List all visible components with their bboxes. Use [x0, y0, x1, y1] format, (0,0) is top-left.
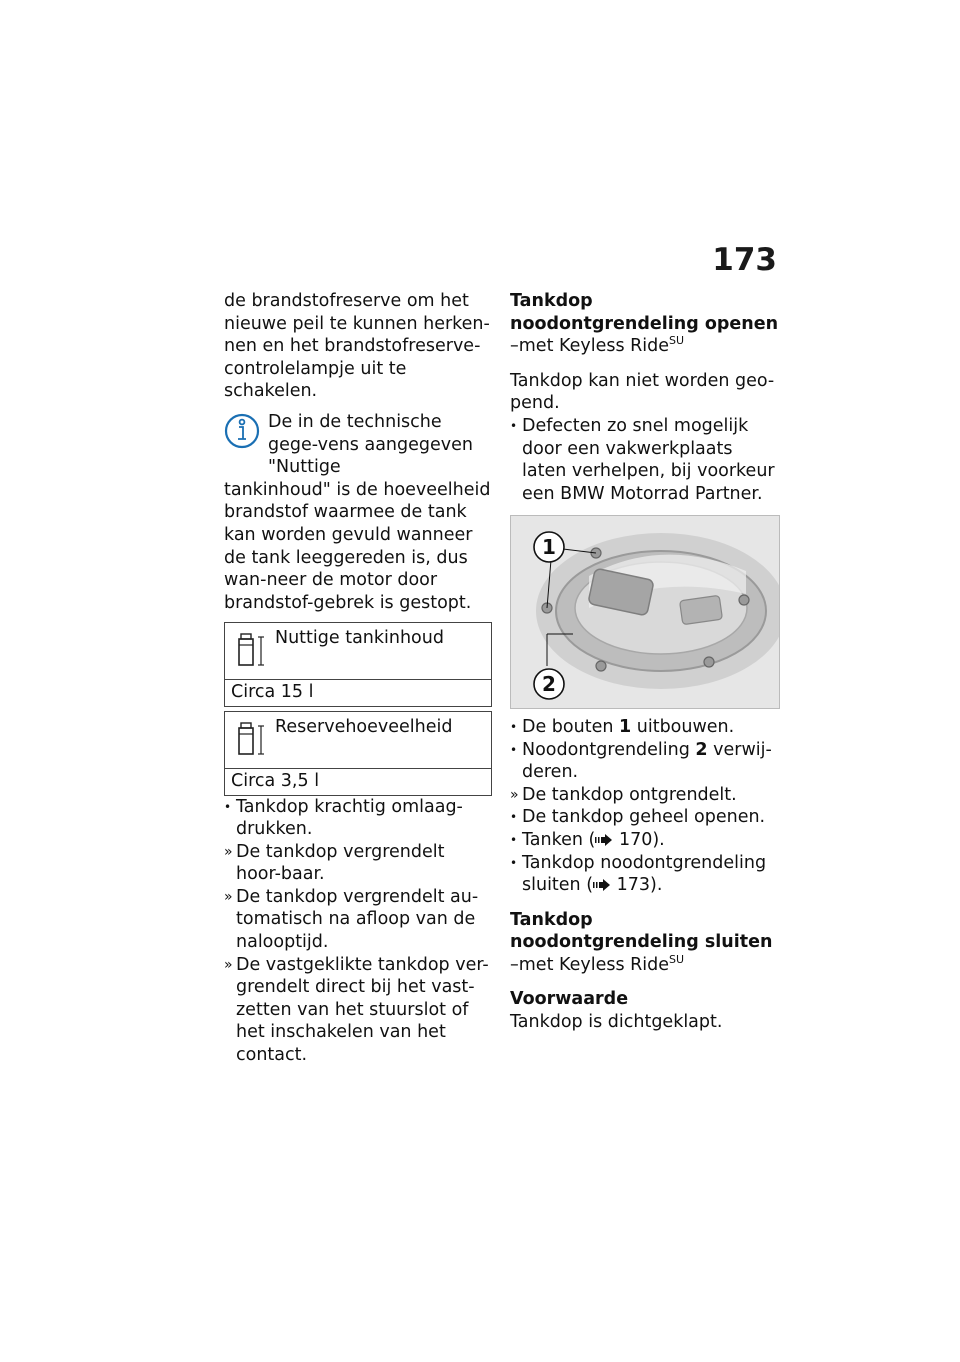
spec-box-usable-capacity [224, 622, 492, 707]
ref-close: ). [652, 829, 665, 850]
callout-2: 2 [542, 672, 556, 697]
spec-value: Circa 3,5 l [231, 770, 320, 791]
list-item [510, 806, 782, 829]
spec-value: Circa 15 l [231, 682, 314, 703]
ref-close: ). [650, 875, 663, 896]
info-icon [224, 413, 260, 449]
step-text: De tankdop vergrendelt au-tomatisch na afloop van de nalooptijd. [236, 886, 479, 953]
info-note [224, 411, 492, 614]
list-item [510, 415, 782, 505]
step-text: De tankdop geheel openen. [522, 807, 766, 828]
list-item [510, 829, 782, 852]
bullet-marker: • [510, 810, 518, 825]
option-line [510, 954, 782, 977]
step-text: De tankdop ontgrendelt. [522, 784, 737, 805]
list-item [510, 739, 782, 784]
bullet-marker: • [510, 832, 518, 847]
fuel-tank-capacity-icon [237, 720, 267, 760]
step-list [224, 796, 492, 1067]
page-reference-arrow-icon [593, 879, 611, 891]
note-text: tankinhoud" is de hoeveelheid brandstof waarmee de tank kan worden gevuld wanneer de tank leeggereden is, dus wan-neer de motor door brandstof-gebrek is gestopt. [224, 479, 491, 613]
problem-text: Tankdop kan niet worden geo-pend. [510, 370, 775, 414]
condition-text: Tankdop is dichtgeklapt. [510, 1012, 723, 1033]
step-text: Noodontgrendeling [522, 739, 696, 760]
step-text: uitbouwen. [631, 716, 735, 737]
bullet-marker: • [510, 742, 518, 757]
list-item [224, 954, 492, 1067]
list-item [510, 716, 782, 739]
step-list [510, 716, 782, 897]
bullet-marker: • [510, 719, 518, 734]
step-text: De vastgeklikte tankdop ver-grendelt direct bij het vast-zetten van het stuurslot of het inschakelen van het contact. [236, 954, 489, 1066]
result-marker: » [224, 843, 233, 860]
callout-1: 1 [542, 535, 556, 560]
option-text: –met Keyless Ride [510, 336, 670, 357]
bullet-marker: • [510, 418, 518, 433]
fuel-tank-capacity-icon [237, 631, 267, 671]
list-item [224, 841, 492, 886]
page-number: 173 [712, 242, 777, 278]
list-item [510, 852, 782, 897]
result-marker: » [224, 956, 233, 973]
section-heading: Tankdop noodontgrendeling sluiten [510, 909, 773, 953]
fix-list [510, 415, 782, 505]
step-text: verwij-deren. [522, 739, 772, 783]
right-column [510, 290, 782, 1034]
spec-title: Nuttige tankinhoud [275, 628, 444, 649]
page-link[interactable]: 173 [616, 875, 651, 896]
spec-header [225, 712, 491, 769]
ref-text: Tankdop noodontgrendeling sluiten ( [522, 852, 767, 896]
option-line [510, 335, 782, 358]
step-text: De bouten [522, 716, 619, 737]
step-text: Tankdop krachtig omlaag-drukken. [236, 796, 463, 840]
note-lead: De in de technische gege-vens aangegeven "Nuttige [268, 411, 473, 478]
list-item [224, 886, 492, 954]
part-number: 2 [695, 739, 708, 760]
spec-header [225, 623, 491, 680]
list-item [510, 784, 782, 807]
fix-text: Defecten zo snel mogelijk door een vakwerkplaats laten verhelpen, bij voorkeur een BMW Motorrad Partner. [522, 415, 775, 504]
spec-title: Reservehoeveelheid [275, 716, 453, 737]
page-reference-arrow-icon [595, 834, 613, 846]
condition-label: Voorwaarde [510, 989, 629, 1010]
left-column [224, 290, 492, 1067]
spec-box-reserve [224, 711, 492, 796]
option-text: –met Keyless Ride [510, 954, 670, 975]
step-text: De tankdop vergrendelt hoor-baar. [236, 841, 445, 885]
list-item [224, 796, 492, 841]
bullet-marker: • [510, 855, 518, 870]
result-marker: » [224, 888, 233, 905]
fuel-cap-illustration [510, 515, 780, 709]
bullet-marker: • [224, 799, 232, 814]
option-code: SU [669, 953, 685, 967]
ref-text: Tanken ( [522, 829, 596, 850]
intro-paragraph: de brandstofreserve om het nieuwe peil te kunnen herken-nen en het brandstofreserve-controlelampje uit te schakelen. [224, 291, 490, 402]
page-link[interactable]: 170 [618, 829, 653, 850]
section-heading: Tankdop noodontgrendeling openen [510, 291, 779, 334]
part-number: 1 [619, 716, 632, 737]
option-code: SU [669, 334, 685, 348]
result-marker: » [510, 786, 519, 803]
